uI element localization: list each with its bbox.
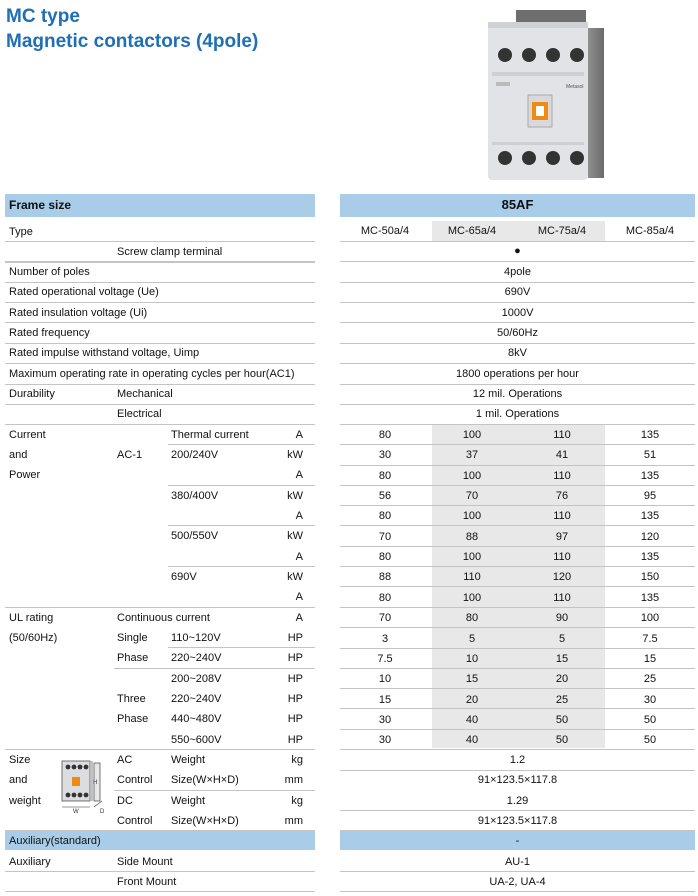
row-divider (5, 262, 315, 263)
row-label: Number of poles (9, 266, 90, 278)
row-label: Size(W×H×D) (171, 774, 239, 786)
electrical-value: 1 mil. Operations (475, 408, 560, 420)
grid-cell: 30 (643, 694, 657, 706)
row-divider (5, 607, 315, 608)
ac-weight-value: 1.2 (509, 754, 526, 766)
row-label: and (9, 449, 28, 461)
grid-cell: 110 (553, 551, 571, 563)
row-divider (340, 485, 695, 486)
grid-cell: 95 (643, 490, 657, 502)
unit-label: kW (287, 490, 303, 502)
row-divider (340, 282, 695, 283)
grid-cell: 88 (465, 531, 479, 543)
grid-cell: 10 (378, 673, 392, 685)
row-label: Maximum operating rate in operating cycles per hour(AC1) (9, 368, 295, 380)
row-label: Durability (9, 388, 55, 400)
row-divider (340, 444, 695, 445)
page-title: MC type (6, 6, 80, 27)
row-divider (340, 648, 695, 649)
grid-cell: 37 (465, 449, 479, 461)
grid-cell: 3 (381, 633, 389, 645)
dc-weight-value: 1.29 (506, 795, 529, 807)
row-label: (50/60Hz) (9, 632, 58, 644)
row-label: weight (9, 795, 41, 807)
row-divider (340, 586, 695, 587)
row-label: Electrical (117, 408, 162, 420)
row-label: Screw clamp terminal (117, 246, 223, 258)
front-mount-value: UA-2, UA-4 (489, 876, 546, 888)
row-label: DC (117, 795, 133, 807)
row-divider (114, 790, 315, 791)
model-header: MC-50a/4 (360, 225, 410, 237)
row-divider (5, 241, 315, 242)
row-divider (340, 525, 695, 526)
grid-cell: 30 (378, 734, 392, 746)
grid-cell: 76 (555, 490, 569, 502)
row-divider (114, 668, 315, 669)
grid-cell: 7.5 (642, 633, 658, 645)
row-divider (5, 343, 315, 344)
row-divider (5, 302, 315, 303)
grid-cell: 110 (463, 571, 481, 583)
row-label: Rated frequency (9, 327, 90, 339)
row-label: 220~240V (171, 693, 222, 705)
grid-cell: 20 (465, 694, 479, 706)
grid-cell: 135 (640, 510, 660, 522)
row-label: Weight (171, 754, 206, 766)
unit-label: mm (284, 815, 303, 827)
row-divider (5, 282, 315, 283)
row-label: Auxiliary(standard) (9, 835, 101, 847)
grid-cell: 50 (643, 714, 657, 726)
grid-cell: 5 (558, 633, 566, 645)
grid-cell: 80 (378, 429, 392, 441)
grid-cell: 110 (553, 510, 571, 522)
grid-cell: 40 (465, 734, 479, 746)
contactor-dimension-diagram (58, 757, 106, 815)
row-label: Size (9, 754, 31, 766)
row-divider (5, 404, 315, 405)
row-label: 550~600V (171, 734, 222, 746)
grid-cell: 80 (378, 470, 392, 482)
row-divider (340, 363, 695, 364)
grid-cell: 15 (378, 694, 392, 706)
grid-cell: 56 (378, 490, 392, 502)
row-divider (340, 343, 695, 344)
grid-cell: 70 (378, 531, 392, 543)
row-label: Auxiliary (9, 856, 51, 868)
unit-label: kg (291, 754, 303, 766)
grid-cell: 15 (643, 653, 657, 665)
model-header: MC-75a/4 (537, 225, 587, 237)
grid-cell: 100 (462, 429, 482, 441)
grid-cell: 5 (468, 633, 476, 645)
row-divider (340, 302, 695, 303)
ue-value: 690V (504, 286, 531, 298)
grid-cell: 100 (462, 510, 482, 522)
row-divider (5, 322, 315, 323)
row-divider (340, 688, 695, 689)
grid-cell: 30 (378, 714, 392, 726)
grid-cell: 135 (640, 470, 660, 482)
row-label: Rated operational voltage (Ue) (9, 286, 159, 298)
unit-label: A (295, 510, 303, 522)
unit-label: kW (287, 571, 303, 583)
row-divider (340, 546, 695, 547)
grid-cell: 80 (378, 510, 392, 522)
grid-cell: 135 (640, 429, 660, 441)
row-divider (340, 668, 695, 669)
row-divider (168, 485, 315, 486)
row-divider (5, 384, 315, 385)
unit-label: HP (287, 673, 303, 685)
model-header: MC-65a/4 (447, 225, 497, 237)
grid-cell: 120 (640, 531, 660, 543)
row-divider (340, 770, 695, 771)
row-divider (340, 322, 695, 323)
grid-cell: 70 (378, 612, 392, 624)
row-label: 200/240V (171, 449, 219, 461)
row-label: Current (9, 429, 46, 441)
row-label: Front Mount (117, 876, 177, 888)
grid-cell: 30 (378, 449, 392, 461)
grid-cell: 40 (465, 714, 479, 726)
row-divider (168, 444, 315, 445)
diagram-d: D (100, 809, 105, 815)
aux-std-value: - (515, 835, 520, 847)
grid-cell: 20 (555, 673, 569, 685)
grid-cell: 100 (462, 592, 482, 604)
ui-value: 1000V (501, 307, 534, 319)
unit-label: mm (284, 774, 303, 786)
row-divider (340, 465, 695, 466)
row-divider (340, 505, 695, 506)
unit-label: HP (287, 734, 303, 746)
row-divider (340, 830, 695, 831)
grid-cell: 80 (465, 612, 479, 624)
svg-text:Metasol: Metasol (566, 84, 584, 90)
row-label: Side Mount (117, 856, 173, 868)
row-label: Continuous current (117, 612, 210, 624)
row-divider (5, 749, 315, 750)
row-label: 110~120V (171, 632, 221, 644)
grid-cell: 135 (640, 551, 660, 563)
frame-85af-label: 85AF (501, 197, 534, 212)
unit-label: A (295, 591, 303, 603)
grid-cell: 41 (555, 449, 569, 461)
unit-label: HP (287, 713, 303, 725)
uimp-value: 8kV (508, 347, 527, 359)
row-divider (340, 424, 695, 425)
grid-cell: 10 (465, 653, 479, 665)
row-label: Three (117, 693, 146, 705)
grid-cell: 97 (555, 531, 569, 543)
poles-value: 4pole (504, 266, 531, 278)
grid-cell: 50 (555, 714, 569, 726)
row-divider (5, 891, 315, 892)
grid-cell: 110 (553, 429, 571, 441)
grid-cell: 110 (553, 592, 571, 604)
row-label: Control (117, 774, 153, 786)
grid-cell: 100 (462, 551, 482, 563)
row-divider (168, 647, 315, 648)
row-divider (340, 871, 695, 872)
unit-label: kW (287, 530, 303, 542)
unit-label: kW (287, 449, 303, 461)
row-divider (168, 566, 315, 567)
dc-size-value: 91×123.5×117.8 (477, 815, 558, 827)
row-divider (340, 810, 695, 811)
row-label: Mechanical (117, 388, 173, 400)
unit-label: A (295, 469, 303, 481)
row-divider (340, 261, 695, 262)
row-label: Rated impulse withstand voltage, Uimp (9, 347, 200, 359)
row-divider (5, 424, 315, 425)
row-label: and (9, 774, 28, 786)
grid-cell: 150 (640, 571, 660, 583)
grid-cell: 70 (465, 490, 479, 502)
row-divider (340, 566, 695, 567)
row-label: AC-1 (117, 449, 143, 461)
row-label: Size(W×H×D) (171, 815, 239, 827)
row-label: Power (9, 469, 41, 481)
row-label: UL rating (9, 612, 54, 624)
row-divider (340, 708, 695, 709)
ac-size-value: 91×123.5×117.8 (477, 774, 558, 786)
row-label: 380/400V (171, 490, 219, 502)
grid-cell: 135 (640, 592, 660, 604)
grid-cell: 50 (555, 734, 569, 746)
diagram-h: H (93, 780, 98, 786)
grid-cell: 80 (378, 551, 392, 563)
row-label: 690V (171, 571, 197, 583)
row-label: AC (117, 754, 133, 766)
mechanical-value: 12 mil. Operations (472, 388, 563, 400)
row-divider (340, 384, 695, 385)
grid-cell: 51 (643, 449, 657, 461)
row-divider (340, 607, 695, 608)
contactor-product-image (488, 10, 606, 185)
row-divider (5, 363, 315, 364)
grid-cell: 90 (555, 612, 569, 624)
unit-label: HP (287, 652, 303, 664)
grid-cell: 110 (553, 470, 571, 482)
row-divider (340, 749, 695, 750)
unit-label: A (295, 612, 303, 624)
grid-cell: 50 (643, 734, 657, 746)
unit-label: HP (287, 632, 303, 644)
grid-cell: 7.5 (377, 653, 393, 665)
row-label: 440~480V (171, 713, 222, 725)
model-header: MC-85a/4 (625, 225, 675, 237)
row-divider (340, 627, 695, 628)
diagram-w: W (73, 809, 79, 815)
grid-cell: 25 (555, 694, 569, 706)
row-label: Single (117, 632, 148, 644)
grid-cell: 100 (640, 612, 660, 624)
grid-cell: 88 (378, 571, 392, 583)
row-divider (5, 871, 315, 872)
row-label: 220~240V (171, 652, 222, 664)
row-label: Type (9, 226, 33, 238)
side-mount-value: AU-1 (504, 856, 531, 868)
row-label: 200~208V (171, 673, 222, 685)
freq-value: 50/60Hz (497, 327, 538, 339)
grid-cell: 80 (378, 592, 392, 604)
row-divider (340, 241, 695, 242)
row-divider (340, 891, 695, 892)
row-label: Phase (117, 652, 149, 664)
row-label: Phase (117, 713, 149, 725)
grid-cell: 25 (643, 673, 657, 685)
row-label: Rated insulation voltage (Ui) (9, 307, 148, 319)
unit-label: kg (291, 795, 303, 807)
unit-label: A (295, 551, 303, 563)
row-divider (340, 729, 695, 730)
row-label: Control (117, 815, 153, 827)
row-label: Thermal current (171, 429, 249, 441)
row-divider (340, 404, 695, 405)
grid-cell: 100 (462, 470, 482, 482)
screw-clamp-mark: ● (514, 245, 521, 257)
max-rate-value: 1800 operations per hour (456, 368, 579, 380)
grid-cell: 120 (552, 571, 572, 583)
row-label: 500/550V (171, 530, 219, 542)
row-label: Weight (171, 795, 206, 807)
unit-label: A (295, 429, 303, 441)
page-subtitle: Magnetic contactors (4pole) (6, 31, 259, 52)
unit-label: HP (287, 693, 303, 705)
grid-cell: 15 (555, 653, 569, 665)
grid-cell: 15 (465, 673, 479, 685)
row-divider (168, 525, 315, 526)
frame-size-label: Frame size (9, 198, 72, 212)
row-divider (5, 830, 315, 831)
